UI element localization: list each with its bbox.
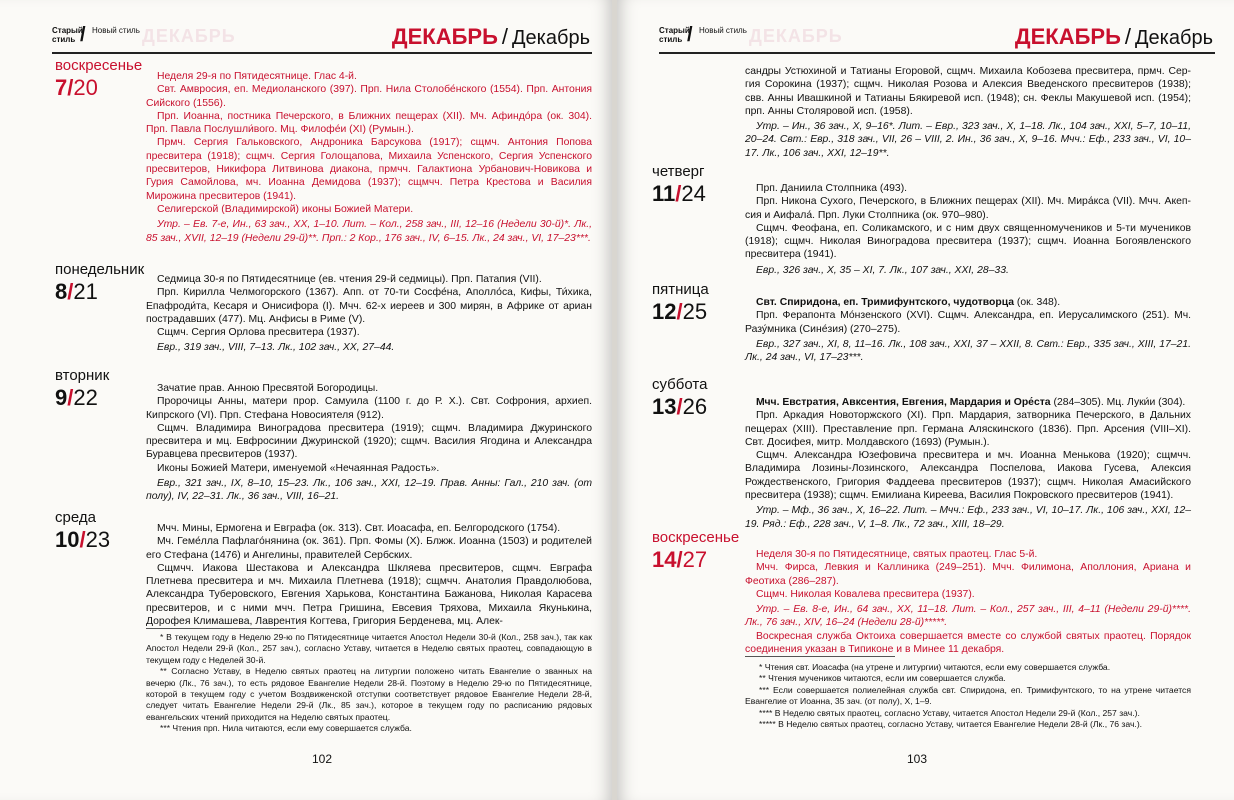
ghost-month: ДЕКАБРЬ (749, 26, 843, 46)
month-title: ДЕКАБРЬ / Декабрь (1014, 24, 1213, 49)
footnote-rule (146, 628, 296, 629)
readings: Утр. – Ев. 7-е, Ин., 63 зач., XX, 1–10. Лит. – Кол., 258 зач., III, 12–16 (Недели 30-й)*. Лк., 85 зач., XVII, 12–19 (Недели 29-й)**. Прп.: 2 Кор., 176 зач., IV, 6–15. Лк., 24 зач., VI, 17–23***. (146, 219, 592, 244)
day-entry: Мчч. Мины, Ермогена и Евграфа (ок. 313). Свт. Иоасафа, еп. Белгородского (1754). Мч. Геме́лла Пафлаго́нянина (ок. 361). Прп. Фомы (X). Блжж. Иоанна (1503) и родителей его Стефана (1476) и Ангелины, правителей Сербских. Сщмчч. Иакова Шестакова и Александра Шкляева пресвитеров, сщмч. Евграфа Плетнева пресвитера и мч. Михаила Плетнева (1918); сщмчч. Анатолия Правдолюбова, Александра Туберовского, Евгения Харькова, Константина Бажанова, Николая Карасева пресвитеров, и с ними мчч. Петра Гришина, Евсевия Тряхова, Михаила Якунькина, Дорофея Климашева, Лаврентия Когтева, Григория Берденева, мц. Алек- (146, 523, 592, 628)
day-label: понедельник 8/21 (55, 261, 145, 304)
readings: Утр. – Мф., 36 зач., X, 16–22. Лит. – Мчч.: Еф., 233 зач., VI, 10–17. Лк., 106 зач., XXI, 12–19. Ряд.: Еф., 228 зач., V, 1–8. Лк., 72 зач., XIII, 18–29. (745, 505, 1191, 530)
style-legend: Старый стиль / Новый стиль (52, 26, 78, 44)
style-legend: Старый стиль / Новый стиль (659, 26, 685, 44)
new-style-label: Новый стиль (699, 26, 747, 35)
ghost-month: ДЕКАБРЬ (142, 26, 236, 46)
readings: Утр. – Ев. 8-е, Ин., 64 зач., XX, 11–18. Лит. – Кол., 257 зач., III, 4–11 (Недели 29-й)****. Лк., 76 зач., XIV, 16–24 (Недели 28-й)*****. (745, 604, 1191, 629)
readings: Евр., 321 зач., IX, 8–10, 15–23. Лк., 106 зач., XXI, 12–19. Прав. Анны: Гал., 210 зач. (от полу), IV, 22–31. Лк., 36 зач., VIII, 16–21. (146, 478, 592, 503)
month-old: ДЕКАБРЬ (391, 24, 498, 49)
old-style-label: Старый стиль (52, 26, 83, 44)
footnote: *** Чтения прп. Нила читаются, если ему совершается служба. (160, 723, 412, 734)
entry-line: Прмч. Сергия Гальковского, Андроника Барсукова (1917); сщмч. Антония Попова пресвитера (1918); сщмч. Сергия Голощапова, Михаила Успенского, Сергия Успенского пресвитеров, Никифора Литвинова диакона, прмчч. Галактиона Урбанович-Новикова и Гурия Самойлова, мч. Иоанна Демидова (1937); сщмчч. Петра Крестова и Василия Мирожина пресвитеров (1941). (146, 137, 592, 202)
page-header (52, 22, 592, 54)
page-number: 103 (907, 752, 928, 766)
entry-line: Прп. Иоанна, постника Печерского, в Ближних пещерах (XII). Мч. Афиндо́ра (ок. 304). Прп. Павла Послушли́вого. Мц. Филофе́и (XI) (Румын.). (146, 110, 592, 136)
footnote: ** Согласно Уставу, в Неделю святых праотец на литургии положено читать Евангелие о званных на вечерю (Лк., 76 зач.), то есть рядовое Евангелие Недели 28-й. Поэтому в Неделю 29-ю по Пятидесятнице, которой в текущем году с учетом Воздвиженской отступки соответствует рядовое Евангелие Недели 28-й, следует читать Евангелие Недели 29-й (Лк., 85 зач.), которое в текущем году по расписанию рядовых евангельских чтений приходится на Неделю святых праотец. (146, 666, 592, 722)
month-new: Декабрь (512, 27, 590, 49)
day-entry: Неделя 30-я по Пятидесятнице, святых праотец. Глас 5-й. Мчч. Фирса, Левкия и Каллиника (249–251). Мчч. Филимона, Аполлония, Ариана и Феотиха (286–287). Сщмч. Николая Ковалева пресвитера (1937). Утр. – Ев. 8-е, Ин., 64 зач., XX, 11–18. Лит. – Кол., 257 зач., III, 4–11 (Недели 29-й)****. Лк., 76 зач., XIV, 16–24 (Недели 28-й)*****. Воскресная служба Октоиха совершается вместе со службой святых праотец. Порядок соединения указан в Типиконе и в Минее 11 декабря. (745, 549, 1191, 656)
entry-line: Селигерской (Владимирской) иконы Божией Матери. (157, 203, 414, 215)
day-entry: Свт. Спиридона, еп. Тримифунтского, чудотворца (ок. 348). Прп. Ферапонта Мо́нзенского (XVI). Сщмч. Александра, еп. Иерусалимского (251). Мч. Разу́мника (Сине́зия) (270–275). Евр., 327 зач., XI, 8, 11–16. Лк., 108 зач., XXI, 37 – XXII, 8. Свт.: Евр., 335 зач., XIII, 17–21. Лк., 24 зач., VI, 17–23***. (745, 297, 1191, 364)
footnote-rule (745, 656, 895, 657)
feast-title: Свт. Спиридона, еп. Тримифунтского, чудотворца (756, 297, 1014, 308)
day-label: четверг 11/24 (652, 163, 706, 206)
day-label: пятница 12/25 (652, 281, 709, 324)
month-title: ДЕКАБРЬ / Декабрь (391, 24, 590, 49)
readings: Евр., 327 зач., XI, 8, 11–16. Лк., 108 зач., XXI, 37 – XXII, 8. Свт.: Евр., 335 зач., XIII, 17–21. Лк., 24 зач., VI, 17–23***. (745, 338, 1191, 364)
day-label: среда 10/23 (55, 509, 111, 552)
day-entry: Зачатие прав. Анною Пресвятой Богородицы. Пророчицы Анны, матери прор. Самуила (1100 г. до Р. Х.). Свт. Софрония, архиеп. Кипрского (VI). Прп. Стефана Новосиятеля (912). Сщмч. Владимира Виноградова пресвитера (1919); сщмч. Владимира Джуринского пресвитера и мц. Евфросинии Джуринской (1920); сщмч. Василия Ягодина и Александра Буравцева пресвитеров (1937). Иконы Божией Матери, именуемой «Нечаянная Радость». Евр., 321 зач., IX, 8–10, 15–23. Лк., 106 зач., XXI, 12–19. Прав. Анны: Гал., 210 зач. (от полу), IV, 22–31. Лк., 36 зач., VIII, 16–21. (146, 383, 592, 503)
footnotes: * Чтения свт. Иоасафа (на утрене и литургии) читаются, если ему совершается служба. ** Чтения мучеников читаются, если им совершается служба. *** Если совершается полиелейная служба свт. Спиридона, еп. Тримифунтского, то на утрене читается Евангелие от Иоанна, 35 зач. (от полу), X, 1–9. **** В Неделю святых праотец, согласно Уставу, читается Апостол Недели 29-й (Кол., 257 зач.). ***** В Неделю святых праотец, согласно Уставу, читается Евангелие Недели 28-й (Лк., 76 зач.). (745, 662, 1191, 730)
day-entry: Седмица 30-я по Пятидесятнице (ев. чтения 29-й седмицы). Прп. Патапия (VII). Прп. Кирилла Челмогорского (1367). Апп. от 70-ти Сосфе́на, Аполло́са, Кифы, Ти́хика, Епафроди́та, Кесаря и Онисифора (I). Мчч. 62-х иереев и 300 мирян, в Африке от ариан пострадавших (477). Мц. Анфисы в Риме (V). Сщмч. Сергия Орлова пресвитера (1937). Евр., 319 зач., VIII, 7–13. Лк., 102 зач., XX, 27–44. (146, 274, 592, 354)
page-number: 102 (312, 752, 333, 766)
day-entry: Прп. Даниила Столпника (493). Прп. Никона Сухого, Печерского, в Ближних пещерах (XII). Мч. Мира́кса (VII). Мчч. Акепсия и Аифала́. Прп. Луки Столпника (ок. 970–980). Сщмч. Феофана, еп. Соликамского, и с ним двух священномучеников и 5-ти мучеников (1918); сщмч. Николая Виноградова пресвитера (1937); сщмч. Иоанна Богоявленского пресвитера (1941). Евр., 326 зач., X, 35 – XI, 7. Лк., 107 зач., XXI, 28–33. (745, 183, 1191, 276)
readings: Утр. – Ин., 36 зач., X, 9–16*. Лит. – Евр., 323 зач., X, 1–18. Лк., 104 зач., XXI, 5–7, 10–11, 20–24. Свт.: Евр., 318 зач., VII, 26 – VIII, 2. Ин., 36 зач., X, 9–16. Мчч.: Еф., 233 зач., VI, 10–17. Лк., 106 зач., XXI, 12–19**. (745, 121, 1191, 159)
left-page (0, 0, 612, 800)
service-note: Воскресная служба Октоиха совершается вместе со службой святых праотец. Порядок соединения указан в Типиконе и в Минее 11 декабря. (745, 630, 1191, 656)
right-page (617, 0, 1234, 800)
readings: Евр., 326 зач., X, 35 – XI, 7. Лк., 107 зач., XXI, 28–33. (756, 264, 1009, 276)
day-entry: Мчч. Евстратия, Авксентия, Евгения, Мардария и Оре́ста (284–305). Мц. Луки́и (304). Прп. Аркадия Новоторжского (XI). Прп. Мардария, затворника Печерского, в Дальних пещерах (XIII). Преставление прп. Германа Аляскинского (1836). Прп. Арсения (VIII–XI). Свт. Досифея, митр. Молдавского (1693) (Румын.). Сщмч. Александра Юзефовича пресвитера и мч. Иоанна Менькова (1920); сщмчч. Владимира Лозины-Лозинского, Александра Поспелова, Иакова Гусева, Алексия Рождественского, Григория Фаддеева пресвитеров (1937); сщмч. Николая Амасийского пресвитера (1938); сщмч. Емилиана Киреева, Василия Покровского пресвитеров (1941). Утр. – Мф., 36 зач., X, 16–22. Лит. – Мчч.: Еф., 233 зач., VI, 10–17. Лк., 106 зач., XXI, 12–19. Ряд.: Еф., 228 зач., V, 1–8. Лк., 72 зач., XIII, 18–29. (745, 397, 1191, 530)
day-label: воскресенье 14/27 (652, 529, 740, 572)
continued-entry: сандры Устюхиной и Татианы Егоровой, сщмч. Михаила Кобозева пресвитера, прмч. Сергия Сорокина (1937); сщмч. Николая Розова и Алексия Введенского пресвитеров (1938); свв. Анны Ивашкиной и Татианы Бякиревой исп. (1948); сн. Феклы Макушевой исп. (1954); прп. Анны Столяровой исп. (1958). Утр. – Ин., 36 зач., X, 9–16*. Лит. – Евр., 323 зач., X, 1–18. Лк., 104 зач., XXI, 5–7, 10–11, 20–24. Свт.: Евр., 318 зач., VII, 26 – VIII, 2. Ин., 36 зач., X, 9–16. Мчч.: Еф., 233 зач., VI, 10–17. Лк., 106 зач., XXI, 12–19**. (745, 66, 1191, 159)
weekday: воскресенье (55, 57, 143, 74)
feast-title: Мчч. Евстратия, Авксентия, Евгения, Мардария и Оре́ста (756, 397, 1051, 408)
new-style-label: Новый стиль (92, 26, 140, 35)
day-label: суббота 13/26 (652, 376, 708, 419)
date: 7/20 (55, 75, 98, 100)
footnote: * В текущем году в Неделю 29-ю по Пятидесятнице читается Апостол Недели 30-й (Кол., 258 зач.), так как Апостол Недели 29-й (Кол., 257 зач.), согласно Уставу, читается в Неделю святых праотец, совпадающую в текущем году с Неделей 30-й. (146, 632, 592, 665)
entry-line: Неделя 29-я по Пятидесятнице. Глас 4-й. (157, 71, 357, 82)
page-header (659, 22, 1215, 54)
footnotes (146, 632, 592, 735)
day-label: вторник 9/22 (55, 367, 110, 410)
readings: Евр., 319 зач., VIII, 7–13. Лк., 102 зач., XX, 27–44. (157, 342, 395, 354)
old-style-label: Старый стиль (659, 26, 690, 44)
entry-line: Свт. Амвросия, еп. Медиоланского (397). Прп. Нила Столобе́нского (1554). Прп. Антония Сийского (1556). (146, 84, 592, 109)
day-entry (146, 70, 592, 245)
day-label (55, 58, 142, 100)
